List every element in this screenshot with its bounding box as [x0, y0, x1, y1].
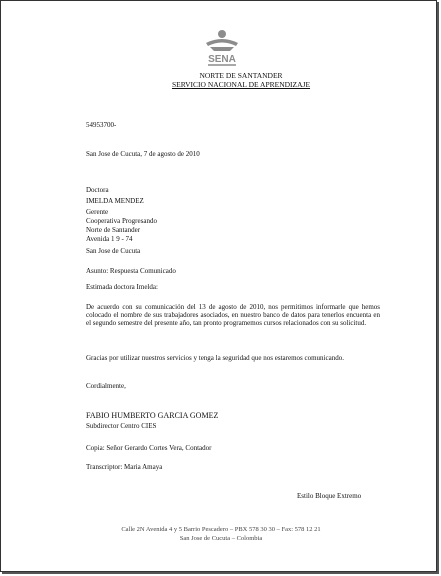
- signer-name: FABIO HUMBERTO GARCIA GOMEZ: [86, 411, 219, 420]
- recipient-title: Gerente: [86, 208, 109, 216]
- sena-logo: [200, 27, 244, 73]
- reference-number: 54953700-: [86, 121, 117, 129]
- closing: Cordialmente,: [86, 382, 126, 390]
- recipient-company: Cooperativa Progresando: [86, 217, 157, 225]
- transcriber-line: Transcriptor: Maria Amaya: [86, 463, 163, 471]
- header-line-1: NORTE DE SANTANDER: [199, 71, 283, 80]
- footer-city: San Jose de Cucuta – Colombia: [179, 535, 263, 542]
- recipient-salutation: Doctora: [86, 186, 109, 194]
- style-note: Estilo Bloque Extremo: [297, 492, 362, 500]
- signer-title: Subdirector Centro CIES: [86, 422, 157, 430]
- logo-text: SENA: [208, 54, 236, 65]
- recipient-address: Avenida 1 9 - 74: [86, 235, 133, 243]
- recipient-city: San Jose de Cucuta: [86, 247, 141, 255]
- body-paragraph-1: De acuerdo con su comunicación del 13 de agosto de 2010, nos permitimos informarle que hemos colocado el nombre de sus trabajadores asociados, en nuestro banco de datos para tenerlos encuenta en el segundo semestre del presente año, tan pronto programemos cursos relacionados con su solicitud.: [86, 303, 380, 327]
- subject-line: Asunto: Respuesta Comunicado: [86, 267, 176, 275]
- footer-address: Calle 2N Avenida 4 y 5 Barrio Pescadero – PBX 578 30 30 – Fax: 578 12 21: [121, 526, 321, 533]
- recipient-region: Norte de Santander: [86, 226, 141, 234]
- body-paragraph-2: Gracias por utilizar nuestros servicios y tenga la seguridad que nos estaremos comunicando.: [86, 354, 344, 362]
- recipient-name: IMELDA MENDEZ: [86, 197, 144, 205]
- header-line-2: SERVICIO NACIONAL DE APRENDIZAJE: [171, 80, 311, 89]
- place-date: San Jose de Cucuta, 7 de agosto de 2010: [86, 150, 200, 158]
- greeting: Estimada doctora Imelda:: [86, 283, 158, 291]
- copy-line: Copia: Señor Gerardo Cortes Vera, Contador: [86, 444, 212, 452]
